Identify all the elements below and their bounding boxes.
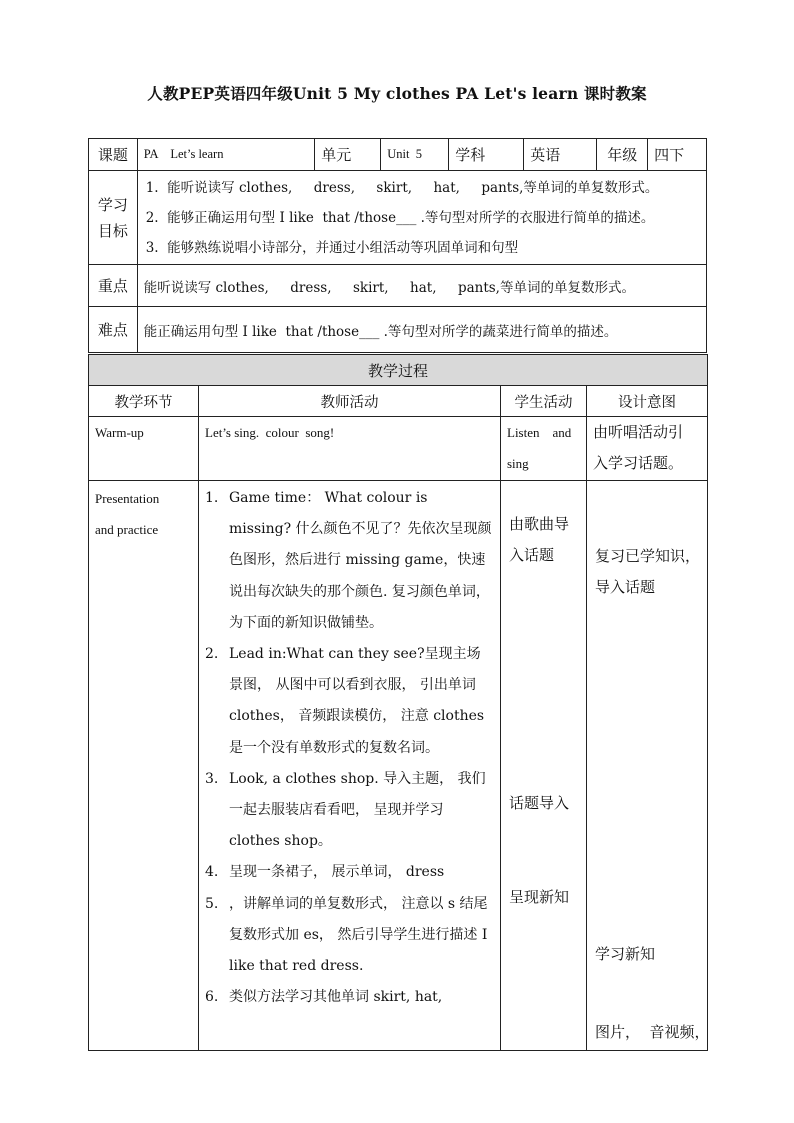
difficulty-text: 能正确运用句型 I like that /those___ .等句型对所学的蔬菜进行简单的描述。 (137, 307, 706, 353)
warmup-student-1: Listen and (507, 425, 572, 440)
step-text: 呈现一条裙子， 展示单词， dress (229, 864, 445, 881)
teacher-steps (199, 483, 492, 1013)
warmup-student-cell (501, 417, 587, 481)
header-stage: 教学环节 (89, 386, 199, 417)
step-text: Look, a clothes shop. 导入主题， 我们一起去服装店看看吧， 呈现并学习 clothes shop。 (229, 770, 486, 850)
step-text: ，讲解单词的单复数形式， 注意以 s 结尾复数形式加 es， 然后引导学生进行描述 I like that red dress. (229, 895, 488, 975)
unit-label: 单元 (315, 139, 381, 171)
student-activity-b: 话题导入 (509, 794, 570, 812)
teacher-step (205, 764, 492, 858)
warmup-teacher-cell (199, 417, 501, 481)
intent-b: 学习新知 (595, 945, 656, 963)
difficulty-row (89, 307, 707, 353)
grade-label: 年级 (597, 139, 648, 171)
step-number: 1. (205, 490, 219, 506)
teacher-step (205, 889, 492, 983)
step-text: 类似方法学习其他单词 skirt, hat, (229, 989, 443, 1006)
student-activity-c: 呈现新知 (509, 888, 570, 906)
key-row (89, 265, 707, 307)
student-activity-a (509, 509, 569, 571)
goals-list (137, 171, 706, 265)
warmup-intent-2: 入学习话题。 (593, 454, 684, 472)
warmup-row (89, 417, 708, 481)
warmup-intent-1: 由听唱活动引 (593, 423, 684, 441)
key-label: 重点 (89, 265, 138, 307)
subject-label: 学科 (449, 139, 524, 171)
presentation-stage-1: Presentation (95, 491, 160, 506)
lesson-topic-value: PA Let’s learn (137, 139, 315, 171)
goal-item-1: 1. 能听说读写 clothes, dress, skirt, hat, pants,等单词的单复数形式。 (145, 179, 659, 196)
intent-a-1: 复习已学知识， (595, 547, 701, 565)
teacher-step (205, 639, 492, 764)
step-number: 4. (205, 864, 219, 881)
presentation-stage-2: and practice (95, 522, 159, 537)
teacher-step (205, 483, 492, 639)
intent-c: 图片， 音视频， (595, 1023, 710, 1041)
process-section-row (89, 355, 708, 386)
intent-a (595, 541, 700, 603)
presentation-stage-cell (89, 481, 199, 1051)
header-intent: 设计意图 (587, 386, 708, 417)
process-header-row (89, 386, 708, 417)
step-number: 6. (205, 989, 219, 1006)
warmup-stage: Warm-up (95, 425, 144, 440)
difficulty-label: 难点 (89, 307, 138, 353)
teacher-step (205, 857, 492, 888)
goals-label-text: 学习目标 (97, 195, 128, 240)
goals-label (89, 171, 138, 265)
info-table (88, 138, 707, 353)
intent-a-2: 导入话题 (595, 578, 656, 596)
document-title: 人教PEP英语四年级Unit 5 My clothes PA Let's learn 课时教案 (147, 84, 647, 103)
goals-row (89, 171, 707, 265)
student-activity-a-2: 入话题 (509, 546, 555, 564)
step-number: 2. (205, 646, 219, 663)
step-number: 3. (205, 770, 219, 787)
header-student: 学生活动 (501, 386, 587, 417)
presentation-row (89, 481, 708, 1051)
presentation-intent-cell (587, 481, 708, 1051)
warmup-intent-cell (587, 417, 708, 481)
student-activity-a-1: 由歌曲导 (509, 515, 570, 533)
warmup-teacher: Let’s sing. colour song! (205, 425, 335, 440)
process-section-title: 教学过程 (89, 355, 708, 386)
presentation-student-cell (501, 481, 587, 1051)
unit-value: Unit 5 (381, 139, 449, 171)
teacher-step (205, 982, 492, 1013)
warmup-student-2: sing (507, 456, 529, 471)
step-text: Game time： What colour is missing? 什么颜色不见了？先依次呈现颜色图形，然后进行 missing game，快速说出每次缺失的那个颜色. 复习颜色单词， 为下面的新知识做铺垫。 (229, 490, 492, 631)
goal-item-2: 2. 能够正确运用句型 I like that /those___ .等句型对所学的衣服进行简单的描述。 (145, 209, 655, 226)
lesson-topic-label: 课题 (89, 139, 138, 171)
header-teacher: 教师活动 (199, 386, 501, 417)
presentation-teacher-cell (199, 481, 501, 1051)
step-number: 5. (205, 895, 219, 912)
step-text: Lead in:What can they see?呈现主场景图， 从图中可以看到衣服， 引出单词 clothes， 音频跟读模仿， 注意 clothes 是一个没有单数形式的复数名词。 (229, 646, 485, 756)
key-text: 能听说读写 clothes, dress, skirt, hat, pants,等单词的单复数形式。 (137, 265, 706, 307)
info-row (89, 139, 707, 171)
warmup-stage-cell (89, 417, 199, 481)
grade-value: 四下 (648, 139, 707, 171)
goal-item-3: 3. 能够熟练说唱小诗部分，并通过小组活动等巩固单词和句型 (145, 239, 519, 256)
process-table (88, 354, 708, 1051)
subject-value: 英语 (524, 139, 597, 171)
